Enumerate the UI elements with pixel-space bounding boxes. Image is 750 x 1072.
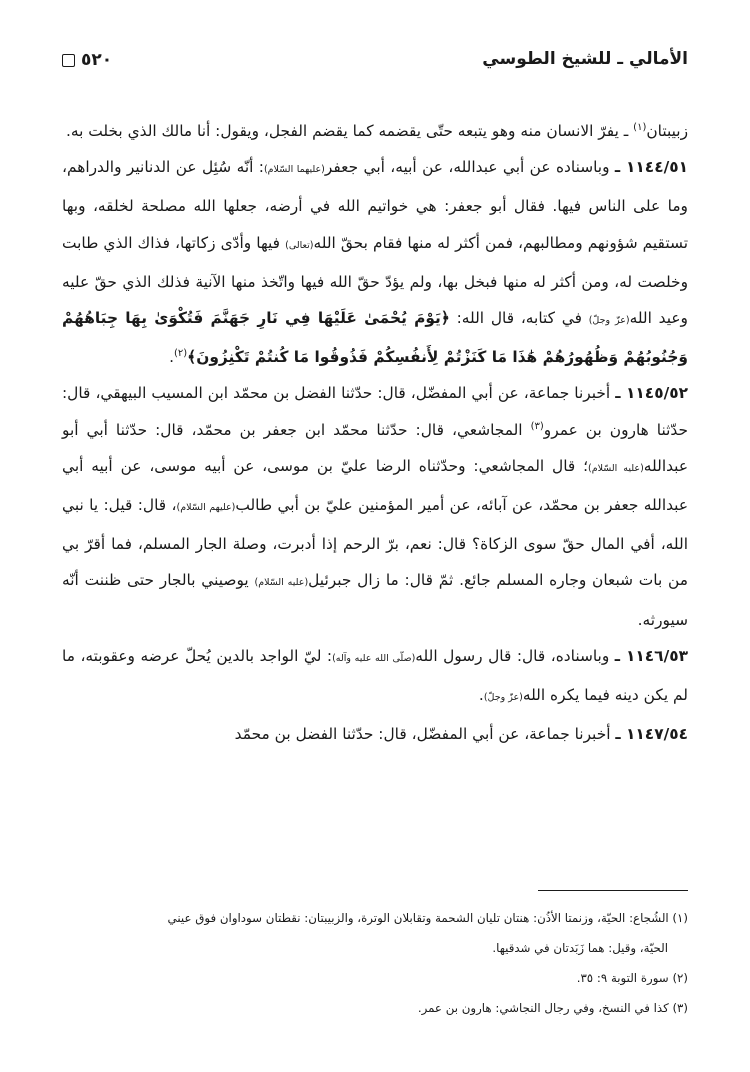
footnote-ref-1: (١) [633, 121, 647, 133]
hadith-1145 [62, 375, 688, 637]
footnote-3: (٣) كذا في النسخ، وفي رجال النجاشي: هارون بن عمر. [417, 1001, 688, 1015]
honorific: (عليه السّلام) [588, 462, 644, 474]
footnote-1-continued: الحيّة، وقيل: هما زَبَدتان في شدقيها. [492, 941, 668, 955]
hadith-number: ١١٤٥/٥٢ ـ [615, 384, 688, 403]
text-span: وباسناده عن أبي عبدالله، عن أبيه، أبي جعفر [324, 158, 615, 177]
text-span: وباسناده، قال: قال رسول الله [415, 646, 615, 665]
hadith-1147 [62, 716, 688, 752]
text-span: زبيبتان [646, 122, 688, 140]
text-span: ـ يفرّ الانسان منه وهو يتبعه حتّى يقضمه كما يقضم الفجل، ويقول: أنا مالك الذي بخلت به. [65, 122, 634, 140]
main-text [62, 113, 688, 752]
hadith-1144 [62, 149, 688, 375]
page-number: ٥٢٠ [81, 50, 113, 70]
honorific: (عليهما السّلام) [263, 164, 325, 176]
footnote-divider [538, 890, 688, 891]
running-title: الأمالي ـ للشيخ الطوسي [482, 49, 688, 69]
honorific: (عزّ وجلّ) [588, 315, 630, 327]
text-span: : أنّه سُئِل عن الدنانير والدراهم، وما على الناس فيها. فقال أبو جعفر: هي خواتيم الله في أرضه، جعلها الله مصلحة لخلقه، وبها تستقيم شؤونهم ومطالبهم، فمن أكثر له منها فقام بحقّ الله [62, 158, 688, 252]
text-span: فيها وأدّى زكاتها، فذاك الذي طابت وخلصت له، ومن أكثر له منها فبخل بها، ولم يؤدّ حقّ الله فيها واتّخذ منها الآنية فذلك الذي حقّ عليه وعيد الله [62, 233, 688, 328]
honorific: (صلّى الله عليه وآله) [332, 652, 416, 664]
honorific: (عليه السّلام) [254, 577, 309, 589]
text-span: أخبرنا جماعة، عن أبي المفضّل، قال: حدّثنا الفضل بن محمّد ابن المسيب البيهقي، قال: حدّثنا هارون بن عمرو [62, 384, 688, 439]
square-box-icon [62, 54, 75, 67]
footnote-2: (٢) سورة التوبة ٩: ٣٥. [576, 971, 688, 985]
hadith-1146 [62, 638, 688, 716]
text-span: ، قال: قيل: يا نبي الله، أفي المال حقّ سوى الزكاة؟ قال: نعم، برّ الرحم إذا أدبرت، وصلة الجار المسلم، فما أقرّ بي من بات شبعان وجاره المسلم جائع. ثمّ قال: ما زال جبرئيل [62, 496, 688, 590]
footnote-1: (١) الشُجاع: الحيّة، وزنمتا الأذُن: هنتان تليان الشحمة وتقابلان الوترة، والزبيبتان: نقطتان سوداوان فوق عيني [167, 911, 688, 925]
text-span: يوصيني بالجار حتى ظننت أنّه سيورثه. [62, 571, 688, 629]
honorific: (تعالى) [285, 239, 314, 251]
quran-verse: ﴿يَوْمَ يُحْمَىٰ عَلَيْهَا فِي نَارِ جَهَنَّمَ فَتُكْوَىٰ بِهَا جِبَاهُهُمْ وَجُنُوبُهُمْ وَظُهُورُهُمْ هَٰذَا مَا كَنَزْتُمْ لِأَنفُسِكُمْ فَذُوقُوا مَا كُنتُمْ تَكْنِزُونَ﴾ [62, 309, 688, 367]
text-span: . [478, 686, 484, 705]
text-span: في كتابه، قال الله: [449, 309, 589, 328]
hadith-number: ١١٤٦/٥٣ ـ [614, 646, 688, 665]
hadith-number: ١١٤٤/٥١ ـ [614, 158, 688, 177]
text-span: المجاشعي، قال: حدّثنا محمّد ابن جعفر بن محمّد، قال: حدّثنا أبي أبو عبدالله [62, 420, 689, 475]
text-span: أخبرنا جماعة، عن أبي المفضّل، قال: حدّثنا الفضل بن محمّد [234, 725, 616, 744]
text-span: : ليّ الواجد بالدين يُحلّ عرضه وعقوبته، ما لم يكن دينه فيما يكره الله [62, 646, 688, 705]
text-span: . [169, 348, 174, 367]
footnote-ref-2: (٢) [173, 348, 188, 360]
hadith-number: ١١٤٧/٥٤ ـ [615, 725, 688, 744]
paragraph-1 [62, 113, 688, 149]
honorific: (عليهم السّلام) [176, 502, 236, 514]
footnotes [62, 903, 688, 1023]
text-span: ؛ قال المجاشعي: وحدّثناه الرضا عليّ بن موسى، عن أبيه موسى، عن أبيه أبي عبدالله جعفر بن محمّد، عن آبائه، عن أمير المؤمنين عليّ بن أبي طالب [62, 456, 689, 515]
footnote-ref-3: (٣) [530, 420, 544, 432]
page-number-group [62, 50, 112, 70]
page-header [62, 46, 688, 76]
honorific: (عزّ وجلّ) [483, 692, 523, 704]
